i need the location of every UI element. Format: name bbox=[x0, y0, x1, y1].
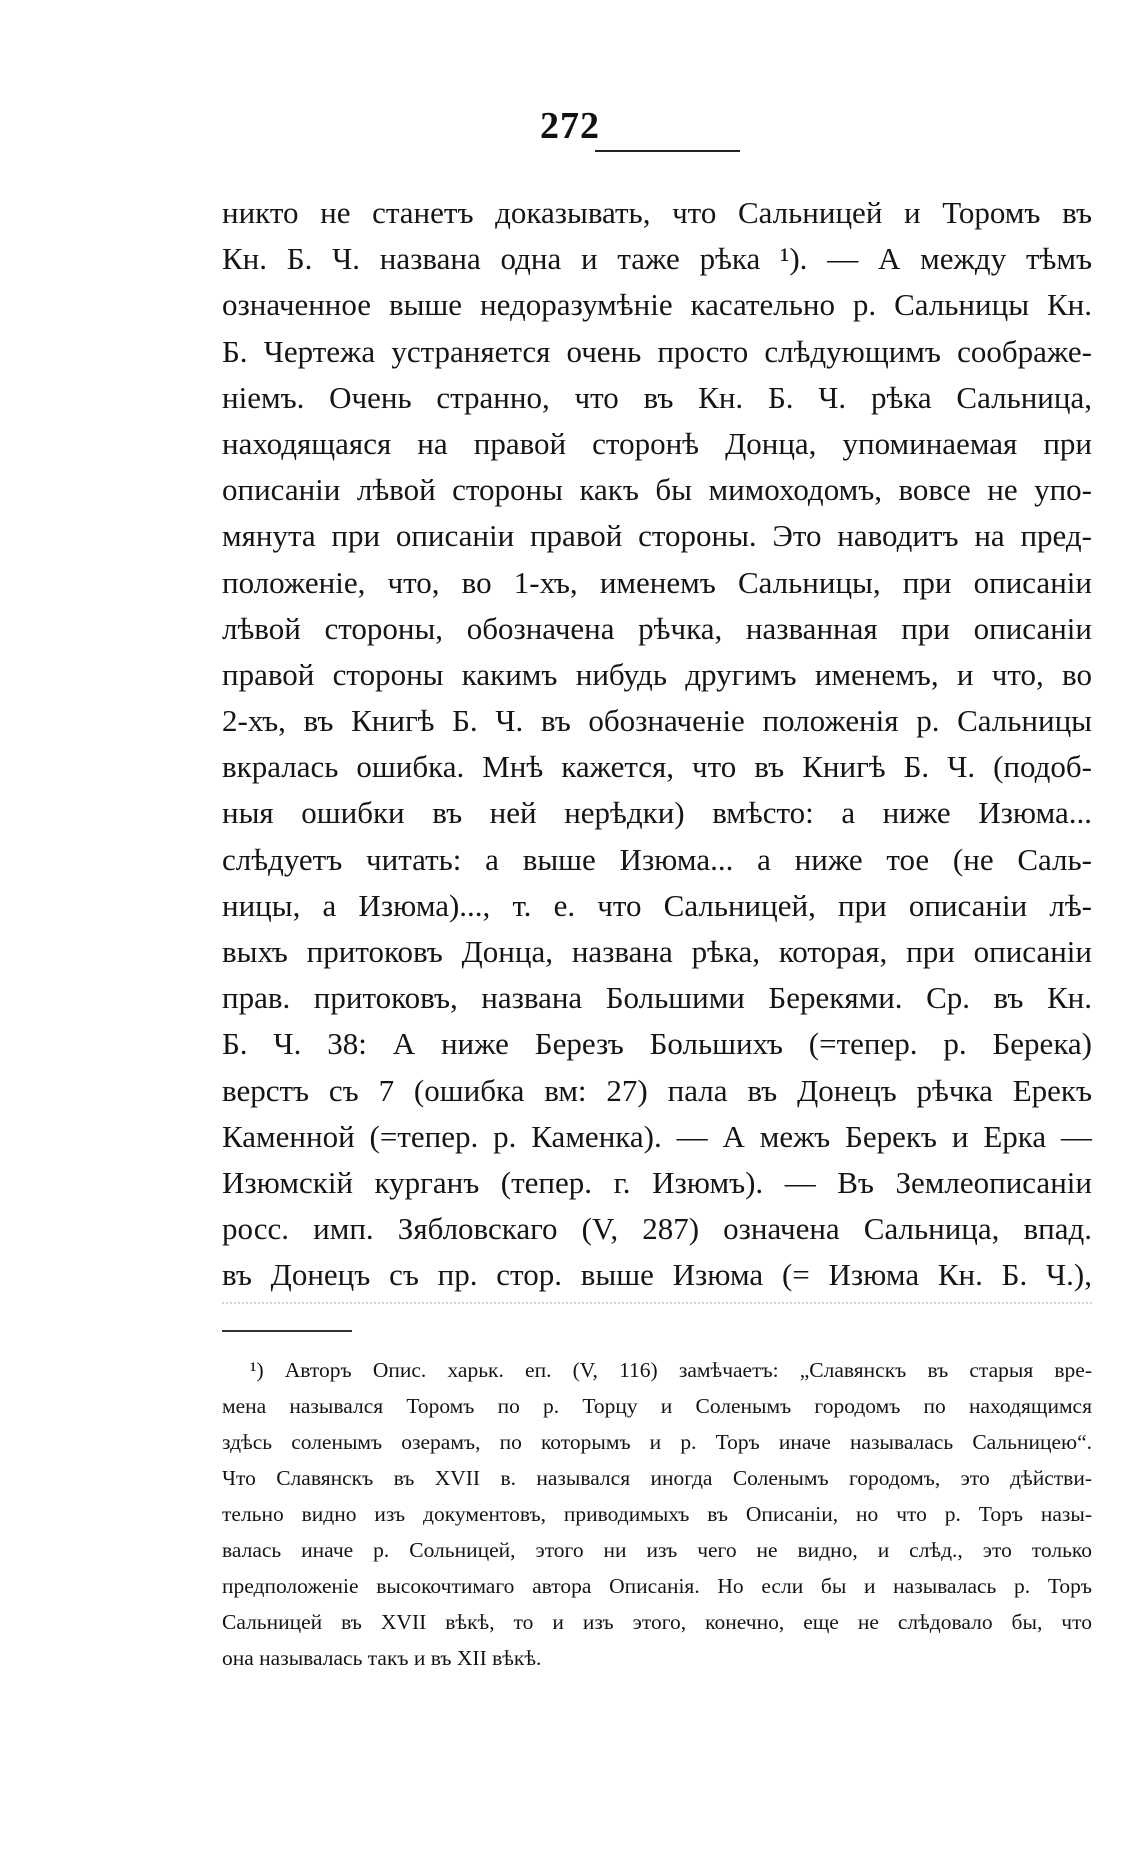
body-line: Изюмскій курганъ (тепер. г. Изюмъ). — Въ Землеописаніи bbox=[222, 1164, 1092, 1200]
body-line: правой стороны какимъ нибудь другимъ именемъ, и что, во bbox=[222, 656, 1092, 692]
bleed-through-line bbox=[222, 1302, 1092, 1320]
body-line: въ Донецъ съ пр. стор. выше Изюма (= Изюма Кн. Б. Ч.), bbox=[222, 1257, 1092, 1293]
body-line: вкралась ошибка. Мнѣ кажется, что въ Книгѣ Б. Ч. (подоб- bbox=[222, 749, 1092, 785]
page-number: 272 bbox=[540, 105, 600, 147]
body-line: росс. имп. Зябловскаго (V, 287) означена Сальница, впад. bbox=[222, 1211, 1092, 1247]
body-line: слѣдуетъ читать: а выше Изюма... а ниже тое (не Саль- bbox=[222, 841, 1092, 877]
body-line: мянута при описаніи правой стороны. Это наводитъ на пред- bbox=[222, 518, 1092, 554]
body-line: никто не станетъ доказывать, что Сальницей и Торомъ въ bbox=[222, 195, 1092, 230]
footnote-line: она называлась такъ и въ XII вѣкѣ. bbox=[222, 1646, 542, 1670]
footnote-line: Сальницей въ XVII вѣкѣ, то и изъ этого, конечно, еще не слѣдовало бы, что bbox=[222, 1610, 1092, 1634]
body-line: ныя ошибки въ ней нерѣдки) вмѣсто: а ниже Изюма... bbox=[222, 795, 1092, 831]
body-line: Б. Ч. 38: А ниже Березъ Большихъ (=тепер. р. Берека) bbox=[222, 1026, 1092, 1062]
body-line: Каменной (=тепер. р. Каменка). — А межъ Берекъ и Ерка — bbox=[222, 1118, 1092, 1154]
footnote-line: Что Славянскъ въ XVII в. назывался иногда Соленымъ городомъ, это дѣйстви- bbox=[222, 1466, 1092, 1490]
footnote-line: предположеніе высокочтимаго автора Описанія. Но если бы и называлась р. Торъ bbox=[222, 1574, 1092, 1598]
page-number-underline bbox=[595, 150, 740, 152]
footnote-line: тельно видно изъ документовъ, приводимыхъ въ Описаніи, но что р. Торъ назы- bbox=[222, 1502, 1092, 1526]
body-line: 2-хъ, въ Книгѣ Б. Ч. въ обозначеніе положенія р. Сальницы bbox=[222, 703, 1092, 739]
footnotes bbox=[222, 1352, 1092, 1676]
footnote-line: мена назывался Торомъ по р. Торцу и Соленымъ городомъ по находящимся bbox=[222, 1394, 1092, 1418]
body-text bbox=[222, 190, 1092, 1299]
footnote-line: здѣсь соленымъ озерамъ, по которымъ и р. Торъ иначе называлась Сальницею“. bbox=[222, 1430, 1092, 1454]
body-line: Б. Чертежа устраняется очень просто слѣдующимъ соображе- bbox=[222, 333, 1092, 369]
body-line: означенное выше недоразумѣніе касательно р. Сальницы Кн. bbox=[222, 287, 1092, 323]
footnote-separator bbox=[222, 1330, 352, 1332]
footnote-line: валась иначе р. Сольницей, этого ни изъ чего не видно, и слѣд., это только bbox=[222, 1538, 1092, 1562]
body-line: находящаяся на правой сторонѣ Донца, упоминаемая при bbox=[222, 425, 1092, 461]
footnote-line: ¹) Авторъ Опис. харьк. еп. (V, 116) замѣчаетъ: „Славянскъ въ старыя вре- bbox=[250, 1358, 1092, 1382]
body-line: выхъ притоковъ Донца, названа рѣка, которая, при описаніи bbox=[222, 934, 1092, 969]
body-line: положеніе, что, во 1-хъ, именемъ Сальницы, при описаніи bbox=[222, 564, 1092, 600]
body-line: верстъ съ 7 (ошибка вм: 27) пала въ Донецъ рѣчка Ерекъ bbox=[222, 1072, 1092, 1108]
body-line: ніемъ. Очень странно, что въ Кн. Б. Ч. рѣка Сальница, bbox=[222, 379, 1092, 415]
body-line: ницы, а Изюма)..., т. е. что Сальницей, при описаніи лѣ- bbox=[222, 887, 1092, 923]
body-line: лѣвой стороны, обозначена рѣчка, названная при описаніи bbox=[222, 610, 1092, 646]
body-line: прав. притоковъ, названа Большими Берекями. Ср. въ Кн. bbox=[222, 980, 1092, 1016]
body-line: описаніи лѣвой стороны какъ бы мимоходомъ, вовсе не упо- bbox=[222, 472, 1092, 508]
body-line: Кн. Б. Ч. названа одна и таже рѣка ¹). — А между тѣмъ bbox=[222, 241, 1092, 277]
